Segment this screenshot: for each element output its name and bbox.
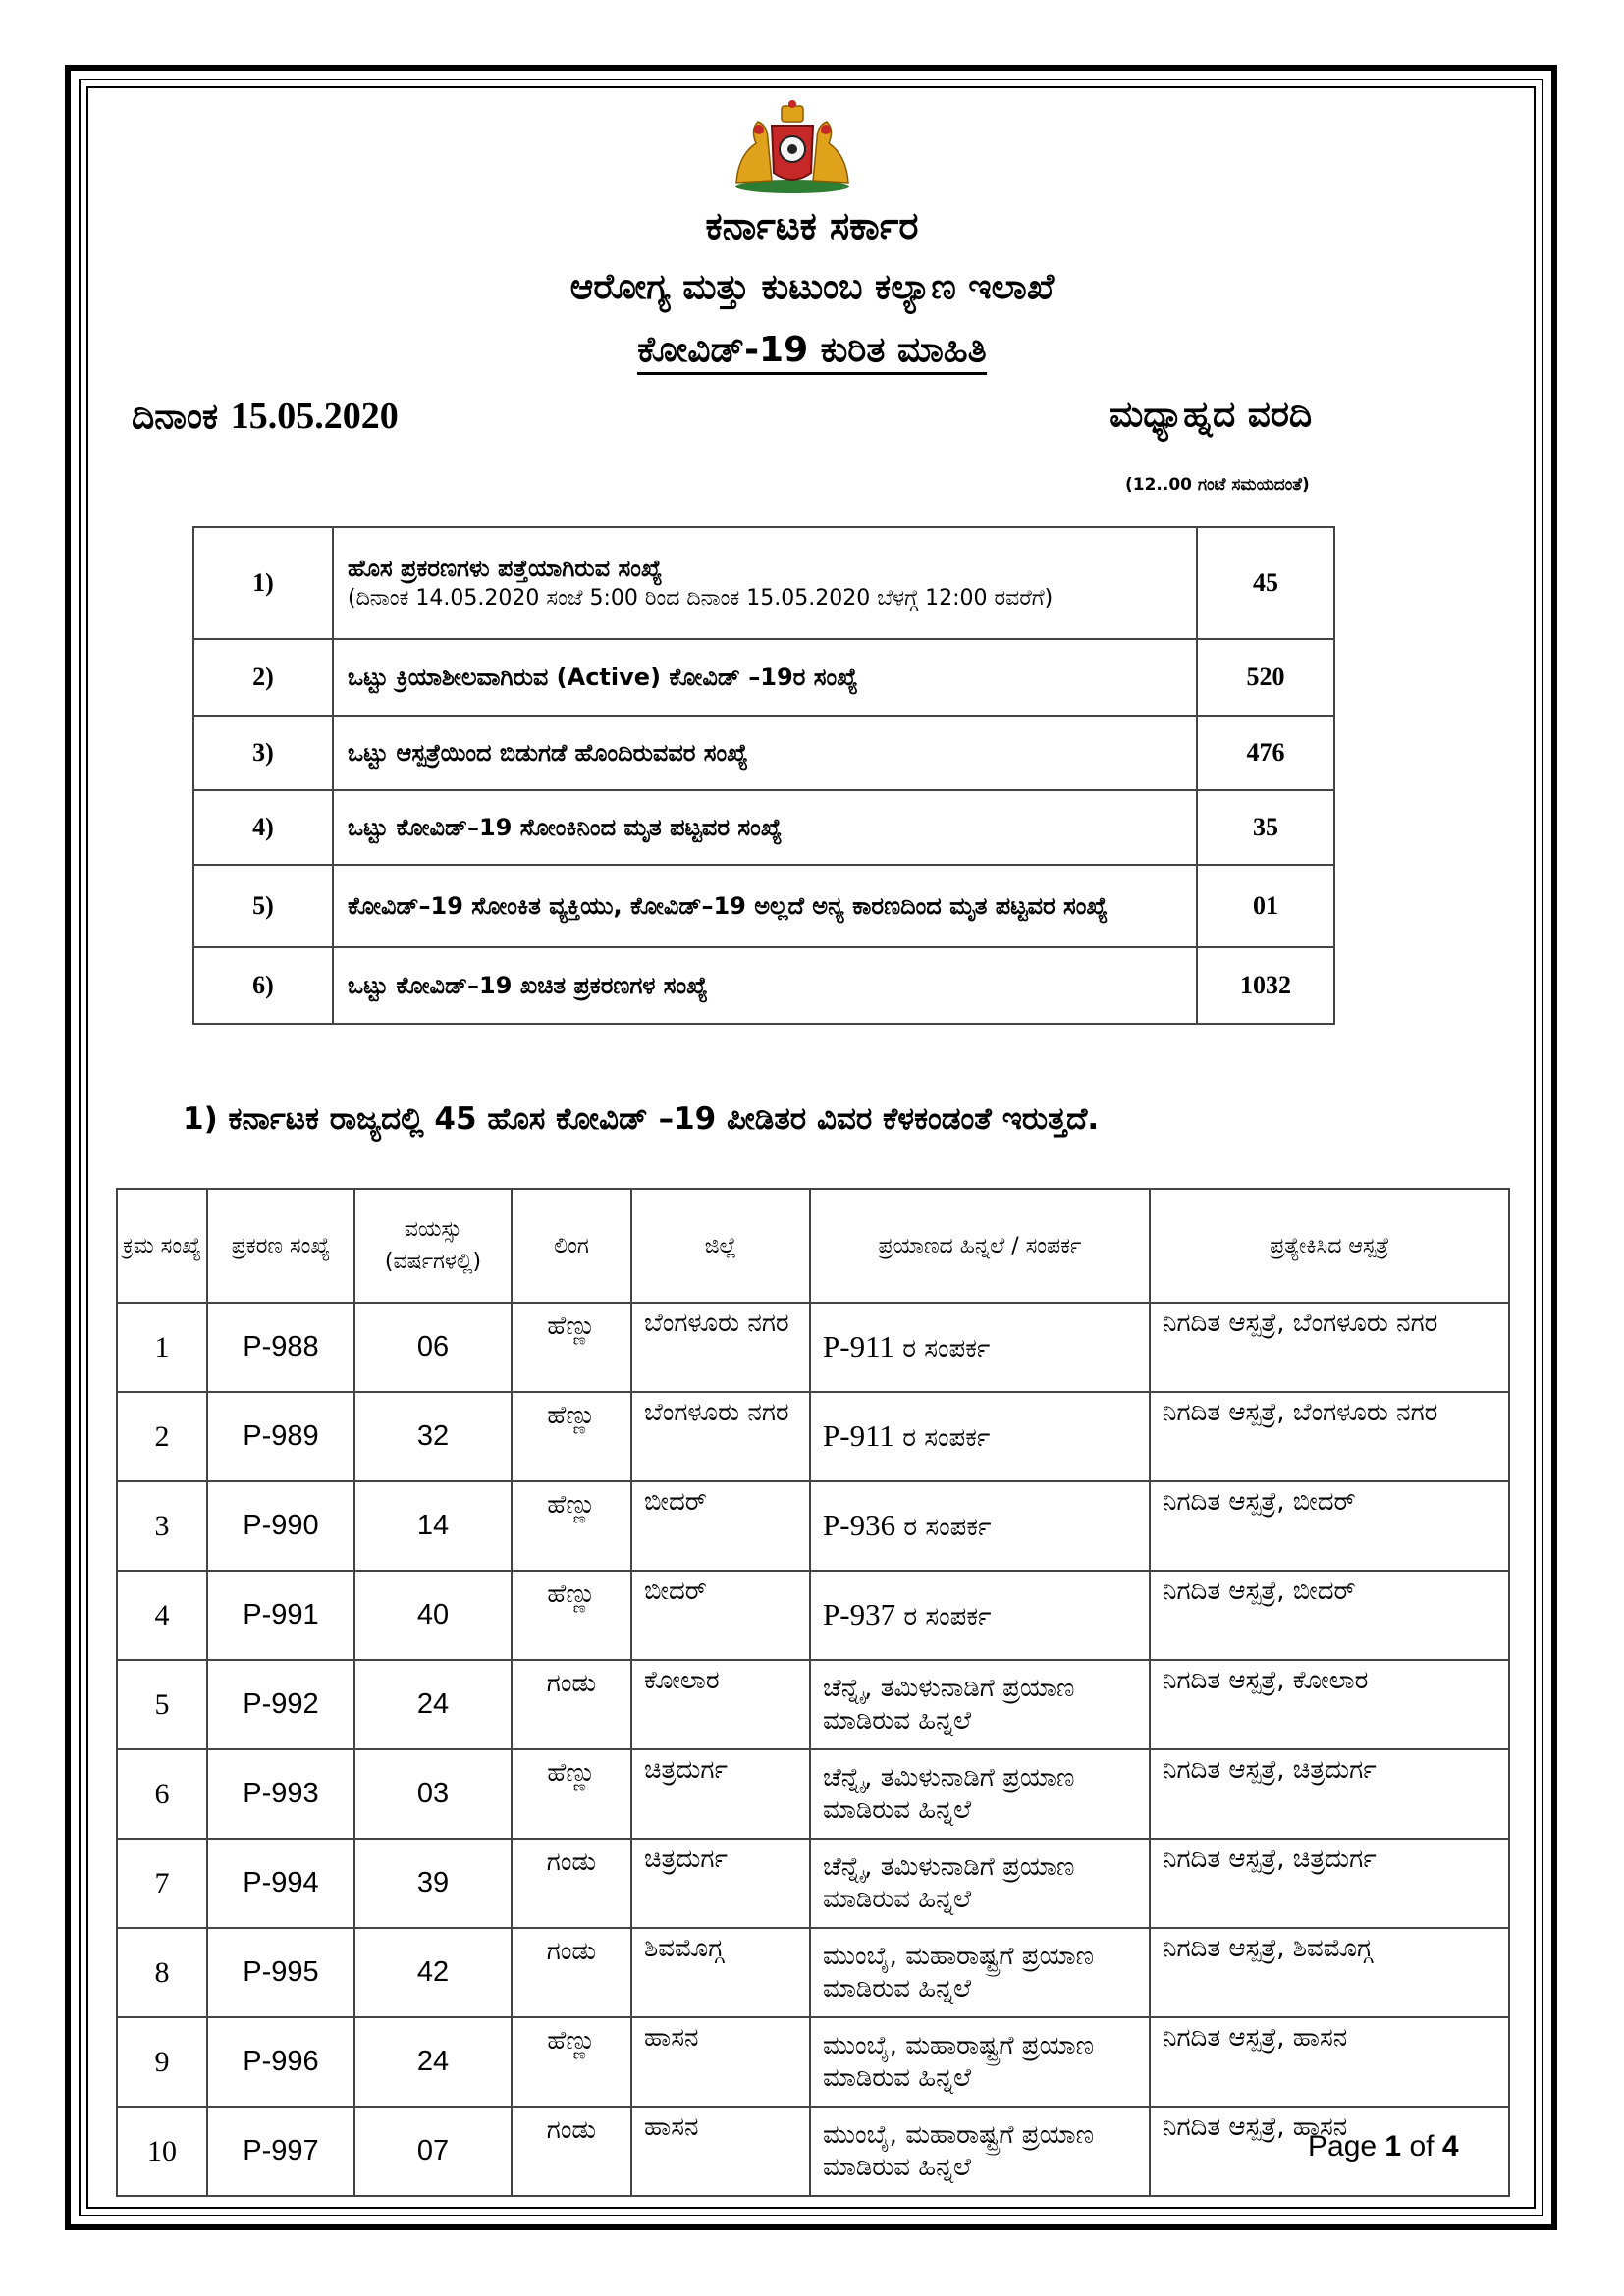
cases-table <box>116 1188 1510 2197</box>
case-sn: 7 <box>117 1839 207 1928</box>
summary-desc: ಒಟ್ಟು ಕೋವಿಡ್–19 ಖಚಿತ ಪ್ರಕರಣಗಳ ಸಂಖ್ಯೆ <box>333 947 1197 1024</box>
case-hospital: ನಿಗದಿತ ಆಸ್ಪತ್ರೆ, ಬೆಂಗಳೂರು ನಗರ <box>1150 1392 1509 1481</box>
summary-row <box>193 716 1334 790</box>
case-hospital: ನಿಗದಿತ ಆಸ್ಪತ್ರೆ, ಚಿತ್ರದುರ್ಗ <box>1150 1839 1509 1928</box>
case-history: ಮುಂಬೈ, ಮಹಾರಾಷ್ಟ್ರಗೆ ಪ್ರಯಾಣ ಮಾಡಿರುವ ಹಿನ್ನಲೆ <box>810 2107 1150 2196</box>
col-header-age: ವಯಸ್ಸು (ವರ್ಷಗಳಲ್ಲಿ) <box>354 1189 512 1303</box>
case-history-text: ರ ಸಂಪರ್ಕ <box>902 1334 991 1364</box>
case-sex: ಹೆಣ್ಣು <box>512 1392 631 1481</box>
case-history: ಮುಂಬೈ, ಮಹಾರಾಷ್ಟ್ರಗೆ ಪ್ರಯಾಣ ಮಾಡಿರುವ ಹಿನ್ನಲೆ <box>810 1928 1150 2017</box>
summary-row <box>193 865 1334 947</box>
case-id: P-996 <box>207 2017 354 2107</box>
summary-table <box>192 526 1335 1025</box>
case-age: 24 <box>354 1660 512 1749</box>
case-age: 42 <box>354 1928 512 2017</box>
case-sex: ಗಂಡು <box>512 2107 631 2196</box>
time-note: (12..00 ಗಂಟೆ ಸಮಯದಂತೆ) <box>1125 475 1310 495</box>
government-title: ಕರ್ನಾಟಕ ಸರ್ಕಾರ <box>705 204 919 247</box>
case-sex: ಹೆಣ್ಣು <box>512 1481 631 1571</box>
case-district: ಚಿತ್ರದುರ್ಗ <box>631 1839 810 1928</box>
section-title: 1) ಕರ್ನಾಟಕ ರಾಜ್ಯದಲ್ಲಿ 45 ಹೊಸ ಕೋವಿಡ್ –19 ಪೀಡಿತರ ವಿವರ ಕೆಳಕಂಡಂತೆ ಇರುತ್ತದೆ. <box>183 1101 1100 1137</box>
case-district: ಬೆಂಗಳೂರು ನಗರ <box>631 1392 810 1481</box>
table-row <box>117 1839 1509 1928</box>
summary-value: 01 <box>1197 865 1334 947</box>
table-row <box>117 2017 1509 2107</box>
subject-title <box>0 330 1624 371</box>
cases-header-row <box>117 1189 1509 1303</box>
case-hospital: ನಿಗದಿತ ಆಸ್ಪತ್ರೆ, ಚಿತ್ರದುರ್ಗ <box>1150 1749 1509 1839</box>
page-current: 1 <box>1384 2130 1402 2163</box>
summary-value: 476 <box>1197 716 1334 790</box>
case-history-num: P-936 <box>823 1508 896 1543</box>
summary-desc: ಕೋವಿಡ್–19 ಸೋಂಕಿತ ವ್ಯಕ್ತಿಯು, ಕೋವಿಡ್–19 ಅಲ್ಲದೆ ಅನ್ಯ ಕಾರಣದಿಂದ ಮೃತ ಪಟ್ಟವರ ಸಂಖ್ಯೆ <box>333 865 1197 947</box>
summary-desc: ಒಟ್ಟು ಕ್ರಿಯಾಶೀಲವಾಗಿರುವ (Active) ಕೋವಿಡ್ –19ರ ಸಂಖ್ಯೆ <box>333 639 1197 716</box>
table-row <box>117 1571 1509 1660</box>
page-number <box>1308 2130 1459 2163</box>
case-sex: ಹೆಣ್ಣು <box>512 1303 631 1392</box>
case-hospital: ನಿಗದಿತ ಆಸ್ಪತ್ರೆ, ಬೆಂಗಳೂರು ನಗರ <box>1150 1303 1509 1392</box>
case-age: 06 <box>354 1303 512 1392</box>
department-title: ಆರೋಗ್ಯ ಮತ್ತು ಕುಟುಂಬ ಕಲ್ಯಾಣ ಇಲಾಖೆ <box>569 267 1055 307</box>
table-row <box>117 1928 1509 2017</box>
case-history-text: ರ ಸಂಪರ್ಕ <box>902 1423 991 1454</box>
case-age: 32 <box>354 1392 512 1481</box>
case-sex: ಹೆಣ್ಣು <box>512 1749 631 1839</box>
col-header-case-id: ಪ್ರಕರಣ ಸಂಖ್ಯೆ <box>207 1189 354 1303</box>
case-age: 24 <box>354 2017 512 2107</box>
case-district: ಹಾಸನ <box>631 2107 810 2196</box>
case-sex: ಗಂಡು <box>512 1928 631 2017</box>
case-district: ಕೋಲಾರ <box>631 1660 810 1749</box>
case-id: P-989 <box>207 1392 354 1481</box>
table-row <box>117 1660 1509 1749</box>
karnataka-emblem-icon <box>729 96 856 196</box>
case-id: P-990 <box>207 1481 354 1571</box>
case-sn: 1 <box>117 1303 207 1392</box>
case-history-text: ರ ಸಂಪರ್ಕ <box>903 1513 992 1543</box>
case-history: ಚೆನ್ನೈ, ತಮಿಳುನಾಡಿಗೆ ಪ್ರಯಾಣ ಮಾಡಿರುವ ಹಿನ್ನಲೆ <box>810 1749 1150 1839</box>
case-sn: 9 <box>117 2017 207 2107</box>
case-history <box>810 1481 1150 1571</box>
case-history-num: P-911 <box>823 1418 894 1454</box>
summary-row <box>193 527 1334 639</box>
summary-desc-main: ಹೊಸ ಪ್ರಕರಣಗಳು ಪತ್ತೆಯಾಗಿರುವ ಸಂಖ್ಯೆ <box>348 554 663 582</box>
case-id: P-991 <box>207 1571 354 1660</box>
case-hospital: ನಿಗದಿತ ಆಸ್ಪತ್ರೆ, ಹಾಸನ <box>1150 2107 1509 2196</box>
case-age: 40 <box>354 1571 512 1660</box>
summary-sn: 4) <box>193 790 333 865</box>
case-history-text: ರ ಸಂಪರ್ಕ <box>903 1602 992 1632</box>
summary-sn: 1) <box>193 527 333 639</box>
summary-desc-sub: (ದಿನಾಂಕ 14.05.2020 ಸಂಜೆ 5:00 ರಿಂದ ದಿನಾಂಕ 15.05.2020 ಬೆಳಗ್ಗೆ 12:00 ರವರೆಗೆ) <box>348 586 1054 612</box>
case-district: ಬೆಂಗಳೂರು ನಗರ <box>631 1303 810 1392</box>
case-sn: 8 <box>117 1928 207 2017</box>
table-row <box>117 1481 1509 1571</box>
summary-sn: 5) <box>193 865 333 947</box>
case-history: ಚೆನ್ನೈ, ತಮಿಳುನಾಡಿಗೆ ಪ್ರಯಾಣ ಮಾಡಿರುವ ಹಿನ್ನಲೆ <box>810 1839 1150 1928</box>
case-hospital: ನಿಗದಿತ ಆಸ್ಪತ್ರೆ, ಬೀದರ್ <box>1150 1571 1509 1660</box>
summary-desc: ಒಟ್ಟು ಕೋವಿಡ್–19 ಸೋಂಕಿನಿಂದ ಮೃತ ಪಟ್ಟವರ ಸಂಖ್ಯೆ <box>333 790 1197 865</box>
case-history: ಚೆನ್ನೈ, ತಮಿಳುನಾಡಿಗೆ ಪ್ರಯಾಣ ಮಾಡಿರುವ ಹಿನ್ನಲೆ <box>810 1660 1150 1749</box>
case-sn: 3 <box>117 1481 207 1571</box>
summary-row <box>193 790 1334 865</box>
case-history: ಮುಂಬೈ, ಮಹಾರಾಷ್ಟ್ರಗೆ ಪ್ರಯಾಣ ಮಾಡಿರುವ ಹಿನ್ನಲೆ <box>810 2017 1150 2107</box>
page-total: 4 <box>1441 2130 1459 2163</box>
summary-desc: ಒಟ್ಟು ಆಸ್ಪತ್ರೆಯಿಂದ ಬಿಡುಗಡೆ ಹೊಂದಿರುವವರ ಸಂಖ್ಯೆ <box>333 716 1197 790</box>
table-row <box>117 2107 1509 2196</box>
case-history <box>810 1392 1150 1481</box>
summary-sn: 2) <box>193 639 333 716</box>
case-district: ಚಿತ್ರದುರ್ಗ <box>631 1749 810 1839</box>
table-row <box>117 1392 1509 1481</box>
date-label: ದಿನಾಂಕ <box>132 397 219 437</box>
case-age: 14 <box>354 1481 512 1571</box>
report-type: ಮಧ್ಯಾಹ್ನದ ವರದಿ <box>1110 395 1313 435</box>
summary-desc <box>333 527 1197 639</box>
case-age: 07 <box>354 2107 512 2196</box>
case-id: P-997 <box>207 2107 354 2196</box>
page-word: Page <box>1308 2130 1378 2163</box>
case-sex: ಹೆಣ್ಣು <box>512 1571 631 1660</box>
case-sex: ಗಂಡು <box>512 1660 631 1749</box>
summary-sn: 3) <box>193 716 333 790</box>
table-row <box>117 1749 1509 1839</box>
case-hospital: ನಿಗದಿತ ಆಸ್ಪತ್ರೆ, ಕೋಲಾರ <box>1150 1660 1509 1749</box>
summary-value: 35 <box>1197 790 1334 865</box>
summary-value: 520 <box>1197 639 1334 716</box>
case-age: 39 <box>354 1839 512 1928</box>
case-age: 03 <box>354 1749 512 1839</box>
col-header-history: ಪ್ರಯಾಣದ ಹಿನ್ನಲೆ / ಸಂಪರ್ಕ <box>810 1189 1150 1303</box>
case-sex: ಹೆಣ್ಣು <box>512 2017 631 2107</box>
case-sex: ಗಂಡು <box>512 1839 631 1928</box>
summary-row <box>193 639 1334 716</box>
case-hospital: ನಿಗದಿತ ಆಸ್ಪತ್ರೆ, ಹಾಸನ <box>1150 2017 1509 2107</box>
case-district: ಬೀದರ್ <box>631 1481 810 1571</box>
case-history-num: P-937 <box>823 1597 896 1632</box>
case-history-num: P-911 <box>823 1329 894 1364</box>
case-id: P-988 <box>207 1303 354 1392</box>
case-sn: 2 <box>117 1392 207 1481</box>
subject-text: ಕೋವಿಡ್-19 ಕುರಿತ ಮಾಹಿತಿ <box>637 330 986 375</box>
case-hospital: ನಿಗದಿತ ಆಸ್ಪತ್ರೆ, ಬೀದರ್ <box>1150 1481 1509 1571</box>
case-id: P-995 <box>207 1928 354 2017</box>
case-district: ಹಾಸನ <box>631 2017 810 2107</box>
of-word: of <box>1409 2130 1435 2163</box>
summary-row <box>193 947 1334 1024</box>
date-line <box>132 395 399 438</box>
case-district: ಬೀದರ್ <box>631 1571 810 1660</box>
case-sn: 5 <box>117 1660 207 1749</box>
case-history <box>810 1571 1150 1660</box>
case-sn: 10 <box>117 2107 207 2196</box>
case-id: P-992 <box>207 1660 354 1749</box>
summary-value: 45 <box>1197 527 1334 639</box>
case-id: P-994 <box>207 1839 354 1928</box>
col-header-sn: ಕ್ರಮ ಸಂಖ್ಯೆ <box>117 1189 207 1303</box>
table-row <box>117 1303 1509 1392</box>
case-history <box>810 1303 1150 1392</box>
case-sn: 4 <box>117 1571 207 1660</box>
case-district: ಶಿವಮೊಗ್ಗ <box>631 1928 810 2017</box>
case-sn: 6 <box>117 1749 207 1839</box>
summary-value: 1032 <box>1197 947 1334 1024</box>
col-header-sex: ಲಿಂಗ <box>512 1189 631 1303</box>
col-header-district: ಜಿಲ್ಲೆ <box>631 1189 810 1303</box>
case-id: P-993 <box>207 1749 354 1839</box>
case-hospital: ನಿಗದಿತ ಆಸ್ಪತ್ರೆ, ಶಿವಮೊಗ್ಗ <box>1150 1928 1509 2017</box>
col-header-hospital: ಪ್ರತ್ಯೇಕಿಸಿದ ಆಸ್ಪತ್ರೆ <box>1150 1189 1509 1303</box>
summary-sn: 6) <box>193 947 333 1024</box>
date-value: 15.05.2020 <box>230 396 399 437</box>
